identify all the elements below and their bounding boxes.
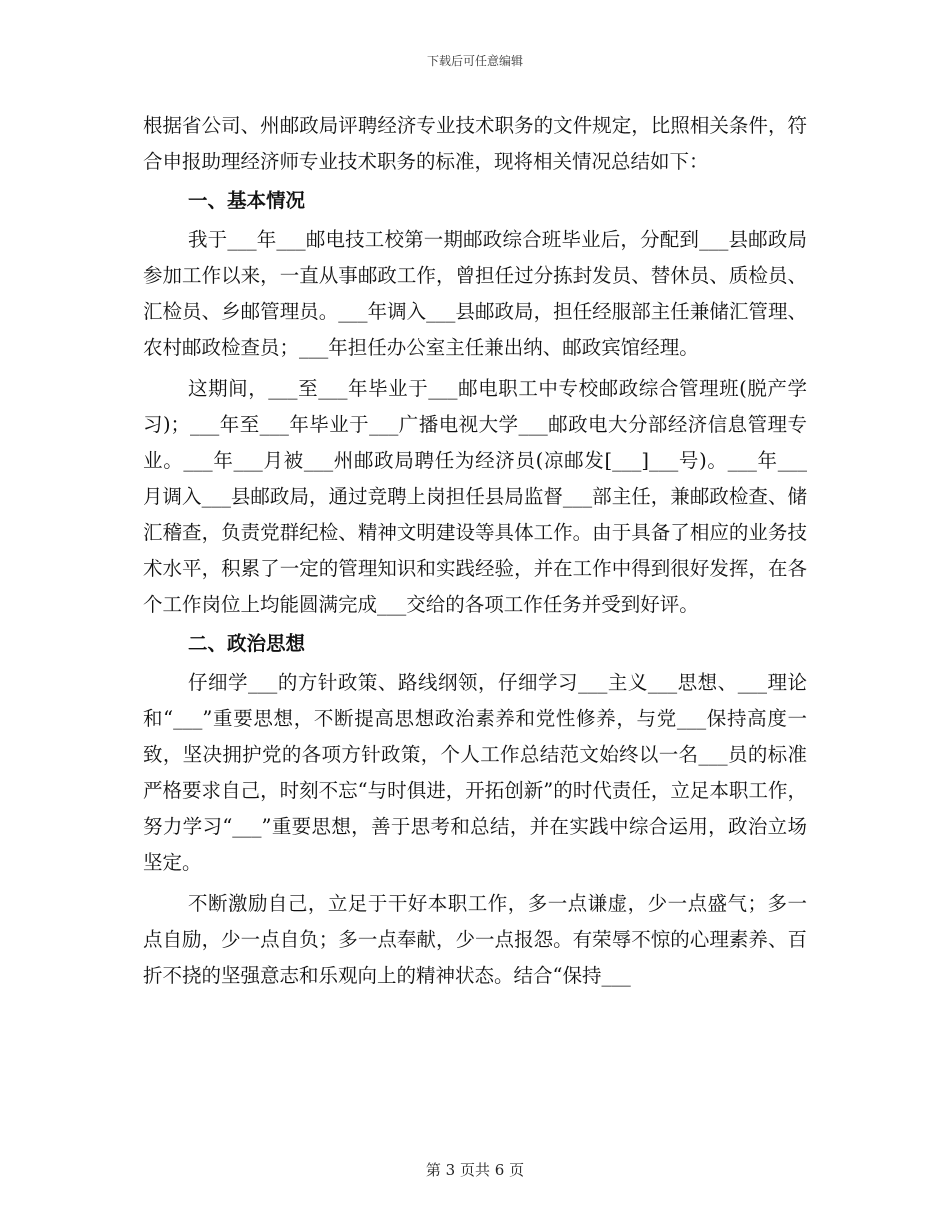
political-paragraph-2: 不断激励自己，立足于干好本职工作，多一点谦虚，少一点盛气；多一点自励，少一点自负；多一点奉献，少一点报怨。有荣辱不惊的心理素养、百折不挠的坚强意志和乐观向上的精神状态。结合“保持___ (143, 892, 807, 987)
intro-paragraph: 根据省公司、州邮政局评聘经济专业技术职务的文件规定，比照相关条件，符合申报助理经济师专业技术职务的标准，现将相关情况总结如下： (143, 114, 807, 173)
basic-info-paragraph-2: 这期间，___至___年毕业于___邮电职工中专校邮政综合管理班(脱产学习)；___年至___年毕业于___广播电视大学___邮政电大分部经济信息管理专业。___年___月被___州邮政局聘任为经济员(凉邮发[___]___号)。___年___月调入___县邮政局，通过竞聘上岗担任县局监督___部主任，兼邮政检查、储汇稽查，负责党群纪检、精神文明建设等具体工作。由于具备了相应的业务技术水平，积累了一定的管理知识和实践经验，并在工作中得到很好发挥，在各个工作岗位上均能圆满完成___交给的各项工作任务并受到好评。 (143, 377, 807, 616)
section-heading-political: 二、政治思想 (188, 632, 306, 655)
document-body (143, 108, 807, 994)
page-number: 第 3 页共 6 页 (425, 1161, 525, 1179)
basic-info-paragraph-1: 我于___年___邮电技工校第一期邮政综合班毕业后，分配到___县邮政局参加工作以来，一直从事邮政工作，曾担任过分拣封发员、替休员、质检员、汇检员、乡邮管理员。___年调入___县邮政局，担任经服部主任兼储汇管理、农村邮政检查员；___年担任办公室主任兼出纳、邮政宾馆经理。 (143, 228, 807, 359)
political-paragraph-1: 仔细学___的方针政策、路线纲领，仔细学习___主义___思想、___理论和“___”重要思想，不断提高思想政治素养和党性修养，与党___保持高度一致，坚决拥护党的各项方针政策，个人工作总结范文始终以一名___员的标准严格要求自己，时刻不忘“与时俱进，开拓创新”的时代责任，立足本职工作，努力学习“___”重要思想，善于思考和总结，并在实践中综合运用，政治立场坚定。 (143, 671, 807, 874)
section-heading-basic-info: 一、基本情况 (188, 189, 306, 212)
page-header: 下载后可任意编辑 (426, 54, 523, 68)
